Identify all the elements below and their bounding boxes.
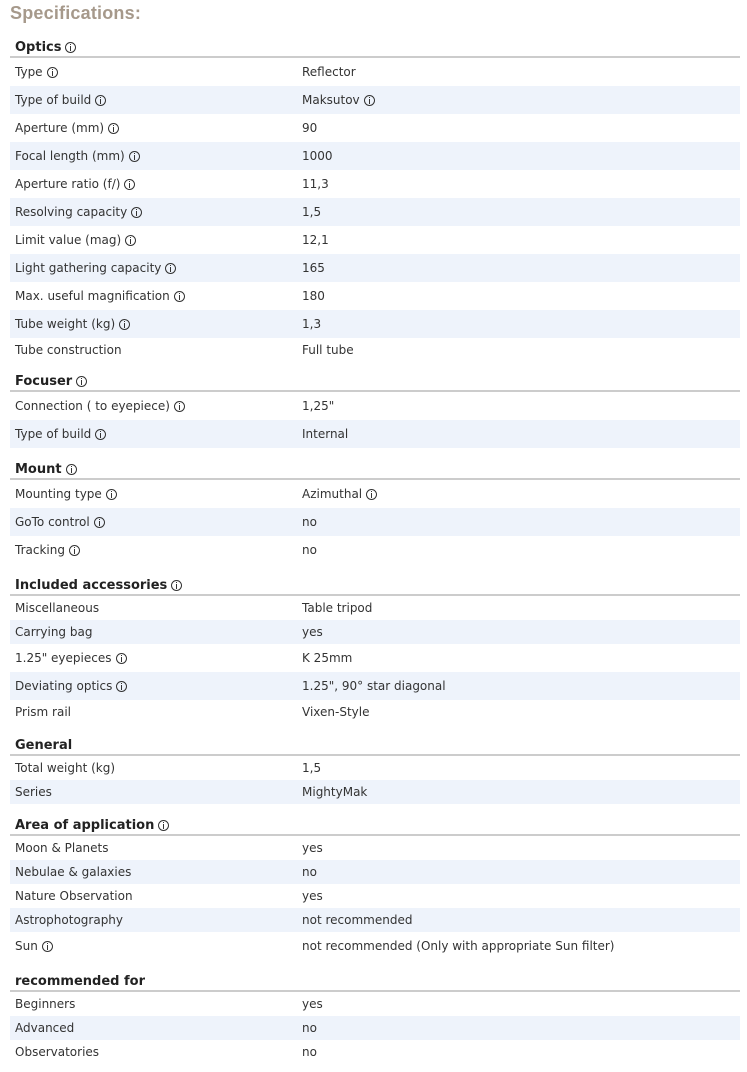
spec-row (10, 756, 740, 780)
spec-row (10, 620, 740, 644)
info-icon[interactable] (171, 580, 182, 591)
section-title: General (15, 738, 73, 753)
spec-value: Azimuthal (302, 487, 363, 501)
spec-row (10, 596, 740, 620)
section-header (10, 454, 740, 480)
spec-label: Deviating optics (15, 679, 113, 693)
spec-label: Series (15, 785, 52, 799)
info-icon[interactable] (76, 376, 87, 387)
info-icon[interactable] (65, 42, 76, 53)
section-title: recommended for (15, 974, 145, 989)
spec-value: not recommended (Only with appropriate Sun filter) (302, 939, 615, 953)
spec-label: Limit value (mag) (15, 233, 122, 247)
spec-value: 11,3 (302, 177, 329, 191)
spec-value: Full tube (302, 343, 354, 357)
info-icon[interactable] (95, 429, 106, 440)
spec-row (10, 338, 740, 362)
section-area-of-application (10, 810, 740, 960)
spec-value: 1,3 (302, 317, 322, 331)
spec-label: Max. useful magnification (15, 289, 170, 303)
spec-label: GoTo control (15, 515, 90, 529)
spec-label: Miscellaneous (15, 601, 100, 615)
spec-label: Aperture (mm) (15, 121, 105, 135)
spec-label: Carrying bag (15, 625, 93, 639)
spec-value: yes (302, 889, 323, 903)
spec-label: Total weight (kg) (15, 761, 116, 775)
spec-row (10, 932, 740, 960)
spec-label: Resolving capacity (15, 205, 128, 219)
section-header (10, 366, 740, 392)
spec-value: no (302, 515, 317, 529)
info-icon[interactable] (116, 653, 127, 664)
info-icon[interactable] (174, 291, 185, 302)
spec-row (10, 420, 740, 448)
info-icon[interactable] (47, 67, 58, 78)
info-icon[interactable] (125, 235, 136, 246)
spec-row (10, 860, 740, 884)
spec-label: Type of build (15, 93, 92, 107)
spec-row (10, 508, 740, 536)
spec-row (10, 392, 740, 420)
spec-label: Beginners (15, 997, 76, 1011)
spec-row (10, 58, 740, 86)
section-title: Area of application (15, 818, 155, 833)
spec-row (10, 536, 740, 564)
info-icon[interactable] (131, 207, 142, 218)
spec-label: Tracking (15, 543, 65, 557)
spec-value: no (302, 865, 317, 879)
section-title: Focuser (15, 374, 73, 389)
spec-value: yes (302, 997, 323, 1011)
spec-label: 1.25" eyepieces (15, 651, 112, 665)
info-icon[interactable] (106, 489, 117, 500)
spec-value: 1.25", 90° star diagonal (302, 679, 446, 693)
spec-value: Internal (302, 427, 349, 441)
spec-row (10, 672, 740, 700)
spec-row (10, 114, 740, 142)
spec-row (10, 254, 740, 282)
spec-label: Type (15, 65, 43, 79)
section-header (10, 730, 740, 756)
spec-row (10, 170, 740, 198)
spec-row (10, 282, 740, 310)
spec-label: Moon & Planets (15, 841, 109, 855)
section-title: Optics (15, 40, 62, 55)
info-icon[interactable] (165, 263, 176, 274)
spec-value: 1,5 (302, 761, 322, 775)
spec-value: 1,5 (302, 205, 322, 219)
spec-label: Advanced (15, 1021, 75, 1035)
section-optics (10, 32, 740, 362)
spec-row (10, 198, 740, 226)
spec-row (10, 142, 740, 170)
spec-row (10, 226, 740, 254)
section-header (10, 32, 740, 58)
section-header (10, 810, 740, 836)
spec-label: Tube construction (15, 343, 122, 357)
spec-label: Light gathering capacity (15, 261, 162, 275)
spec-value: yes (302, 625, 323, 639)
spec-value: K 25mm (302, 651, 353, 665)
section-title: Included accessories (15, 578, 168, 593)
spec-row (10, 310, 740, 338)
info-icon[interactable] (108, 123, 119, 134)
spec-label: Tube weight (kg) (15, 317, 116, 331)
info-icon[interactable] (364, 95, 375, 106)
spec-value: MightyMak (302, 785, 368, 799)
spec-row (10, 908, 740, 932)
spec-value: Maksutov (302, 93, 360, 107)
info-icon[interactable] (174, 401, 185, 412)
spec-value: Table tripod (302, 601, 373, 615)
page-title: Specifications: (10, 3, 142, 23)
info-icon[interactable] (66, 464, 77, 475)
spec-value: 180 (302, 289, 325, 303)
info-icon[interactable] (129, 151, 140, 162)
spec-value: 1,25" (302, 399, 335, 413)
spec-value: no (302, 1045, 317, 1059)
info-icon[interactable] (116, 681, 127, 692)
section-header (10, 966, 740, 992)
spec-row (10, 480, 740, 508)
spec-value: no (302, 1021, 317, 1035)
info-icon[interactable] (95, 95, 106, 106)
section-general (10, 730, 740, 804)
spec-row (10, 836, 740, 860)
spec-value: Vixen-Style (302, 705, 370, 719)
spec-value: yes (302, 841, 323, 855)
spec-row (10, 884, 740, 908)
spec-label: Focal length (mm) (15, 149, 125, 163)
info-icon[interactable] (42, 941, 53, 952)
info-icon[interactable] (94, 517, 105, 528)
section-focuser (10, 366, 740, 448)
spec-label: Aperture ratio (f/) (15, 177, 121, 191)
section-header (10, 570, 740, 596)
spec-label: Nature Observation (15, 889, 133, 903)
section-title: Mount (15, 462, 62, 477)
spec-value: 1000 (302, 149, 333, 163)
spec-value: Reflector (302, 65, 356, 79)
spec-row (10, 86, 740, 114)
info-icon[interactable] (366, 489, 377, 500)
info-icon[interactable] (119, 319, 130, 330)
spec-row (10, 700, 740, 724)
spec-value: not recommended (302, 913, 413, 927)
info-icon[interactable] (124, 179, 135, 190)
spec-label: Mounting type (15, 487, 102, 501)
spec-label: Observatories (15, 1045, 100, 1059)
spec-value: no (302, 543, 317, 557)
info-icon[interactable] (69, 545, 80, 556)
spec-label: Sun (15, 939, 38, 953)
spec-row (10, 780, 740, 804)
spec-value: 165 (302, 261, 325, 275)
spec-label: Nebulae & galaxies (15, 865, 132, 879)
spec-label: Astrophotography (15, 913, 124, 927)
spec-label: Connection ( to eyepiece) (15, 399, 170, 413)
spec-row (10, 1016, 740, 1040)
spec-value: 12,1 (302, 233, 329, 247)
spec-value: 90 (302, 121, 318, 135)
spec-label: Type of build (15, 427, 92, 441)
spec-row (10, 1040, 740, 1064)
section-recommended-for (10, 966, 740, 1064)
section-included-accessories (10, 570, 740, 724)
spec-row (10, 644, 740, 672)
section-mount (10, 454, 740, 564)
spec-row (10, 992, 740, 1016)
info-icon[interactable] (158, 820, 169, 831)
spec-label: Prism rail (15, 705, 72, 719)
